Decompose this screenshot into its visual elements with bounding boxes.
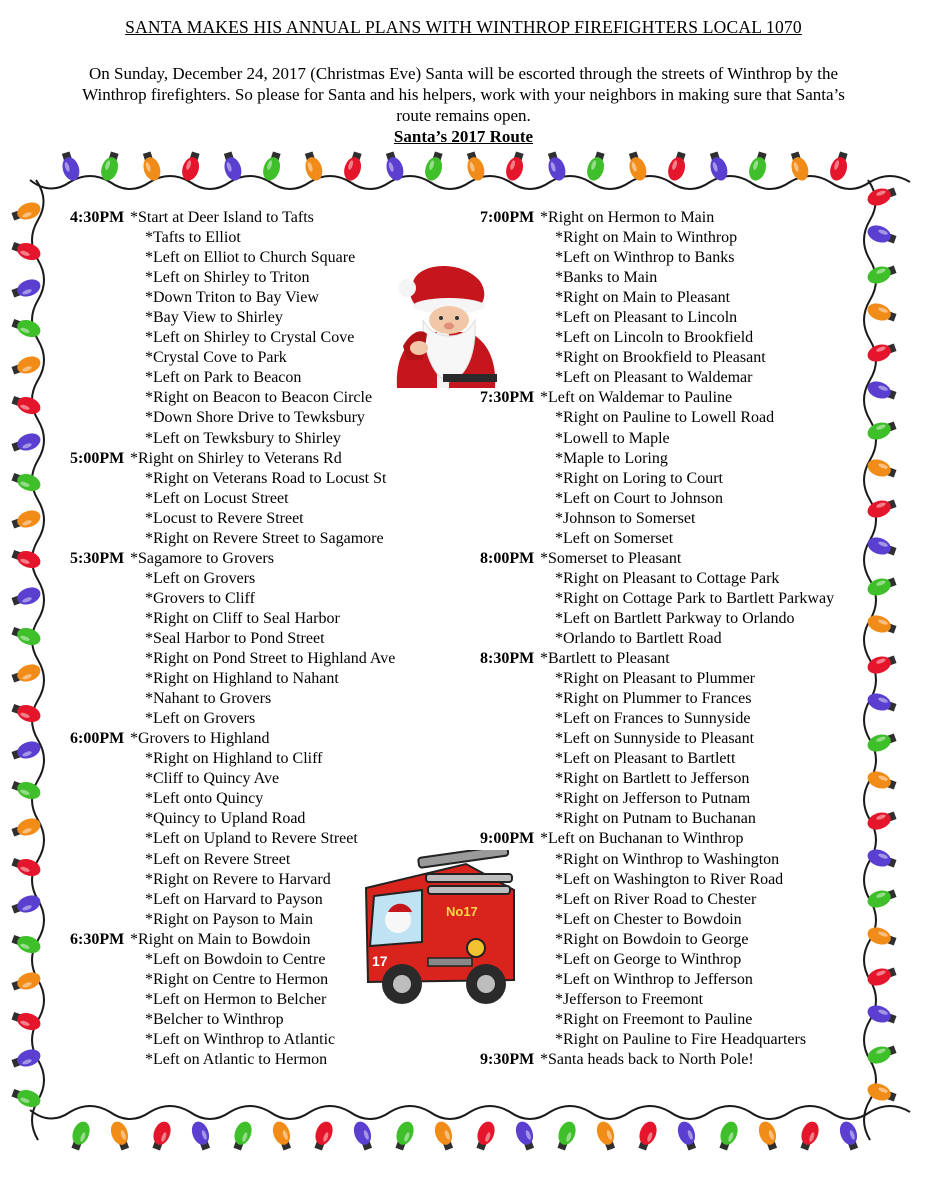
route-stop: *Right on Revere to Harvard — [145, 870, 331, 888]
route-stop: *Left on Buchanan to Winthrop — [540, 830, 744, 848]
route-line — [70, 1010, 470, 1030]
route-stop: *Locust to Revere Street — [145, 509, 304, 527]
route-line — [70, 970, 470, 990]
route-stop: *Down Shore Drive to Tewksbury — [145, 409, 365, 427]
route-stop: *Grovers to Cliff — [145, 589, 255, 607]
route-stop: *Right on Pond Street to Highland Ave — [145, 650, 396, 668]
route-line — [480, 388, 880, 408]
route-line — [480, 769, 880, 789]
route-stop: *Orlando to Bartlett Road — [555, 629, 722, 647]
route-line — [70, 408, 470, 428]
route-stop: *Cliff to Quincy Ave — [145, 770, 280, 788]
route-stop: *Lowell to Maple — [555, 429, 670, 447]
route-line — [480, 589, 880, 609]
light-bulb-icon — [635, 1119, 660, 1152]
light-bulb-icon — [756, 1119, 781, 1152]
route-line — [480, 910, 880, 930]
light-bulb-icon — [865, 184, 898, 209]
route-line — [70, 388, 470, 408]
route-stop: *Bay View to Shirley — [145, 309, 283, 327]
route-stop: *Right on Main to Winthrop — [555, 229, 738, 247]
light-bulb-icon — [311, 1119, 336, 1152]
route-stop: *Right on Plummer to Frances — [555, 690, 752, 708]
light-bulb-icon — [10, 584, 43, 609]
light-bulb-icon — [230, 1119, 255, 1152]
route-line — [480, 1050, 880, 1070]
route-stop: *Crystal Cove to Park — [145, 349, 287, 367]
route-stop: *Left on Lincoln to Brookfield — [555, 329, 754, 347]
route-stop: *Left on Winthrop to Banks — [555, 249, 735, 267]
route-stop: *Right on Centre to Hermon — [145, 970, 329, 988]
route-line — [480, 930, 880, 950]
light-bulb-icon — [10, 623, 43, 648]
route-stop: *Right on Brookfield to Pleasant — [555, 349, 766, 367]
route-line — [70, 769, 470, 789]
route-stop: *Left on Grovers — [145, 710, 256, 728]
route-stop: *Right on Pleasant to Plummer — [555, 670, 755, 688]
light-bulb-icon — [746, 150, 770, 183]
light-bulb-icon — [10, 507, 43, 532]
route-stop: *Banks to Main — [555, 269, 658, 287]
route-line — [70, 649, 470, 669]
route-line — [70, 910, 470, 930]
route-stop: *Left on Waldemar to Pauline — [540, 389, 733, 407]
light-bulb-icon — [108, 1119, 133, 1152]
route-line — [480, 1030, 880, 1050]
route-line — [480, 529, 880, 549]
route-time: 9:30PM — [480, 1050, 535, 1068]
route-line — [480, 649, 880, 669]
route-line — [70, 1050, 470, 1070]
route-stop: *Right on Loring to Court — [555, 469, 723, 487]
route-stop: *Left on Sunnyside to Pleasant — [555, 730, 755, 748]
light-bulb-icon — [797, 1119, 822, 1152]
route-time: 7:30PM — [480, 389, 535, 407]
route-stop: *Left on Shirley to Crystal Cove — [145, 329, 355, 347]
route-line — [70, 729, 470, 749]
route-line — [70, 829, 470, 849]
route-time: 7:00PM — [480, 209, 535, 226]
route-line — [70, 749, 470, 769]
route-line — [480, 449, 880, 469]
light-bulb-icon — [382, 150, 406, 183]
route-line — [480, 268, 880, 288]
route-stop: *Right on Hermon to Main — [540, 209, 715, 226]
light-bulb-icon — [787, 150, 811, 183]
route-stop: *Bartlett to Pleasant — [540, 650, 670, 668]
route-stop: *Belcher to Winthrop — [145, 1010, 284, 1028]
light-bulb-icon — [10, 315, 43, 340]
route-stop: *Right on Cottage Park to Bartlett Parkway — [555, 589, 835, 607]
route-stop: *Right on Cliff to Seal Harbor — [145, 609, 340, 627]
route-line — [480, 950, 880, 970]
route-line — [70, 208, 470, 228]
light-bulb-icon — [716, 1119, 741, 1152]
route-line — [480, 870, 880, 890]
route-stop: *Left on River Road to Chester — [555, 890, 757, 908]
route-line — [480, 509, 880, 529]
route-stop: *Left on Pleasant to Bartlett — [555, 750, 736, 768]
route-line — [480, 609, 880, 629]
route-stop: *Right on Putnam to Buchanan — [555, 810, 756, 828]
route-line — [70, 870, 470, 890]
route-line — [480, 348, 880, 368]
route-line — [480, 669, 880, 689]
route-line — [70, 1030, 470, 1050]
route-stop: *Right on Pleasant to Cottage Park — [555, 569, 780, 587]
route-line — [480, 629, 880, 649]
intro-paragraph: On Sunday, December 24, 2017 (Christmas Eve) Santa will be escorted through the streets of Winthrop by the Winthrop firefighters. So please for Santa and his helpers, work with your neighbors in making sure that Santa’s route remains open. — [82, 64, 845, 125]
route-line — [70, 990, 470, 1010]
route-line — [70, 449, 470, 469]
page-title: SANTA MAKES HIS ANNUAL PLANS WITH WINTHROP FIREFIGHTERS LOCAL 1070 — [125, 17, 802, 37]
route-stop: *Left on Revere Street — [145, 850, 291, 868]
light-bulb-icon — [513, 1119, 538, 1152]
route-stop: *Quincy to Upland Road — [145, 810, 306, 828]
light-bulb-icon — [594, 1119, 619, 1152]
route-line — [480, 789, 880, 809]
route-column-left — [70, 208, 470, 1070]
route-stop: *Sagamore to Grovers — [130, 549, 274, 567]
route-stop: *Johnson to Somerset — [555, 509, 696, 527]
route-time: 8:00PM — [480, 549, 535, 567]
route-stop: *Right on Highland to Nahant — [145, 670, 339, 688]
light-bulb-icon — [10, 1085, 43, 1110]
route-line — [70, 709, 470, 729]
route-column-right — [480, 208, 880, 1070]
route-time: 5:30PM — [70, 549, 125, 567]
route-stop: *Left on Shirley to Triton — [145, 269, 310, 287]
route-line — [480, 890, 880, 910]
route-line — [70, 569, 470, 589]
route-stop: *Left on Frances to Sunnyside — [555, 710, 751, 728]
light-bulb-icon — [10, 1046, 43, 1071]
route-line — [480, 689, 880, 709]
light-bulb-icon — [665, 150, 689, 183]
route-line — [70, 950, 470, 970]
route-line — [70, 288, 470, 308]
route-line — [480, 429, 880, 449]
route-line — [70, 469, 470, 489]
route-stop: *Right on Revere Street to Sagamore — [145, 529, 384, 547]
route-stop: *Left on Atlantic to Hermon — [145, 1050, 328, 1068]
route-line — [480, 208, 880, 228]
route-stop: *Left on Locust Street — [145, 489, 289, 507]
route-stop: *Somerset to Pleasant — [540, 549, 682, 567]
light-bulb-icon — [10, 469, 43, 494]
route-line — [70, 589, 470, 609]
route-stop: *Right on Beacon to Beacon Circle — [145, 389, 373, 407]
route-line — [480, 970, 880, 990]
route-stop: *Left on Bartlett Parkway to Orlando — [555, 609, 795, 627]
light-bulb-icon — [432, 1119, 457, 1152]
route-line — [480, 990, 880, 1010]
lights-wire-top — [30, 176, 910, 189]
route-stop: *Left onto Quincy — [145, 790, 264, 808]
route-line — [70, 228, 470, 248]
light-bulb-icon — [422, 150, 446, 183]
light-bulb-icon — [10, 969, 43, 994]
route-line — [480, 829, 880, 849]
route-line — [70, 789, 470, 809]
route-stop: *Left on Grovers — [145, 569, 256, 587]
light-bulb-icon — [270, 1119, 295, 1152]
route-time: 8:30PM — [480, 650, 535, 668]
route-stop: *Maple to Loring — [555, 449, 668, 467]
light-bulb-icon — [10, 546, 43, 571]
route-stop: *Seal Harbor to Pond Street — [145, 629, 325, 647]
route-stop: *Left on Tewksbury to Shirley — [145, 429, 341, 447]
light-bulb-icon — [544, 150, 568, 183]
route-stop: *Jefferson to Freemont — [555, 990, 704, 1008]
route-stop: *Left on Somerset — [555, 529, 674, 547]
light-bulb-icon — [463, 150, 487, 183]
route-line — [480, 709, 880, 729]
route-stop: *Left on Harvard to Payson — [145, 890, 323, 908]
route-line — [480, 850, 880, 870]
route-stop: *Left on Pleasant to Lincoln — [555, 309, 738, 327]
route-line — [70, 669, 470, 689]
route-line — [70, 509, 470, 529]
route-time: 4:30PM — [70, 209, 125, 226]
truck-number: 17 — [372, 953, 388, 969]
route-stop: *Right on Pauline to Lowell Road — [555, 409, 775, 427]
route-line — [70, 850, 470, 870]
route-line — [70, 609, 470, 629]
route-stop: *Left on Hermon to Belcher — [145, 990, 327, 1008]
route-line — [480, 1010, 880, 1030]
light-bulb-icon — [10, 738, 43, 763]
light-bulb-icon — [473, 1119, 498, 1152]
route-stop: *Santa heads back to North Pole! — [540, 1050, 754, 1068]
light-bulb-icon — [675, 1119, 700, 1152]
route-line — [70, 308, 470, 328]
route-stop: *Nahant to Grovers — [145, 690, 272, 708]
route-line — [70, 529, 470, 549]
light-bulb-icon — [554, 1119, 579, 1152]
route-line — [70, 489, 470, 509]
light-bulb-icon — [827, 150, 851, 183]
route-stop: *Left on Winthrop to Jefferson — [555, 970, 753, 988]
light-bulb-icon — [10, 931, 43, 956]
route-stop: *Left on Upland to Revere Street — [145, 830, 358, 848]
route-line — [480, 408, 880, 428]
route-stop: *Right on Main to Pleasant — [555, 289, 731, 307]
light-bulb-icon — [10, 392, 43, 417]
route-line — [480, 288, 880, 308]
light-bulb-icon — [68, 1119, 93, 1152]
route-line — [480, 569, 880, 589]
route-line — [480, 248, 880, 268]
route-line — [70, 368, 470, 388]
light-bulb-icon — [10, 661, 43, 686]
route-line — [480, 749, 880, 769]
route-line — [480, 368, 880, 388]
light-bulb-icon — [837, 1119, 862, 1152]
route-line — [480, 489, 880, 509]
route-line — [480, 469, 880, 489]
light-bulb-icon — [706, 150, 730, 183]
light-bulb-icon — [10, 854, 43, 879]
light-bulb-icon — [10, 1008, 43, 1033]
route-stop: *Down Triton to Bay View — [145, 289, 319, 307]
route-stop: *Start at Deer Island to Tafts — [130, 209, 314, 226]
route-stop: *Left on Pleasant to Waldemar — [555, 369, 753, 387]
route-stop: *Right on Veterans Road to Locust St — [145, 469, 387, 487]
route-stop: *Left on Elliot to Church Square — [145, 249, 356, 267]
route-line — [70, 268, 470, 288]
route-stop: *Tafts to Elliot — [145, 229, 241, 247]
route-stop: *Grovers to Highland — [130, 730, 270, 748]
route-line — [70, 629, 470, 649]
route-stop: *Left on George to Winthrop — [555, 950, 742, 968]
route-stop: *Right on Bartlett to Jefferson — [555, 770, 750, 788]
route-stop: *Right on Winthrop to Washington — [555, 850, 780, 868]
route-line — [480, 228, 880, 248]
route-stop: *Right on Main to Bowdoin — [130, 930, 311, 948]
route-line — [70, 549, 470, 569]
route-line — [70, 328, 470, 348]
route-line — [480, 729, 880, 749]
light-bulb-icon — [10, 353, 43, 378]
route-stop: *Left on Bowdoin to Centre — [145, 950, 326, 968]
route-stop: *Left on Chester to Bowdoin — [555, 910, 742, 928]
route-line — [480, 549, 880, 569]
route-line — [70, 248, 470, 268]
route-time: 6:30PM — [70, 930, 125, 948]
light-bulb-icon — [503, 150, 527, 183]
route-line — [480, 308, 880, 328]
route-time: 6:00PM — [70, 730, 125, 748]
route-stop: *Right on Jefferson to Putnam — [555, 790, 751, 808]
route-time: 9:00PM — [480, 830, 535, 848]
route-heading: Santa’s 2017 Route — [393, 127, 534, 146]
light-bulb-icon — [10, 430, 43, 455]
light-bulb-icon — [584, 150, 608, 183]
light-bulb-icon — [10, 276, 43, 301]
route-line — [70, 348, 470, 368]
light-bulb-icon — [149, 1119, 174, 1152]
light-bulb-icon — [189, 1119, 214, 1152]
light-bulb-icon — [10, 892, 43, 917]
light-bulb-icon — [351, 1119, 376, 1152]
lights-wire-bottom — [30, 1106, 910, 1119]
light-bulb-icon — [341, 150, 365, 183]
route-line — [70, 930, 470, 950]
route-stop: *Right on Payson to Main — [145, 910, 314, 928]
route-stop: *Left on Court to Johnson — [555, 489, 723, 507]
route-stop: *Right on Bowdoin to George — [555, 930, 749, 948]
route-line — [480, 809, 880, 829]
route-line — [70, 809, 470, 829]
route-stop: *Left on Washington to River Road — [555, 870, 784, 888]
route-line — [70, 689, 470, 709]
route-stop: *Right on Highland to Cliff — [145, 750, 323, 768]
route-line — [70, 429, 470, 449]
route-stop: *Right on Shirley to Veterans Rd — [130, 449, 342, 467]
route-stop: *Right on Pauline to Fire Headquarters — [555, 1030, 807, 1048]
light-bulb-icon — [10, 700, 43, 725]
route-time: 5:00PM — [70, 449, 125, 467]
route-stop: *Left on Winthrop to Atlantic — [145, 1030, 336, 1048]
light-bulb-icon — [392, 1119, 417, 1152]
light-bulb-icon — [625, 150, 649, 183]
route-stop: *Right on Freemont to Pauline — [555, 1010, 753, 1028]
route-line — [480, 328, 880, 348]
route-stop: *Left on Park to Beacon — [145, 369, 302, 387]
truck-plate: No17 — [446, 904, 478, 919]
route-line — [70, 890, 470, 910]
